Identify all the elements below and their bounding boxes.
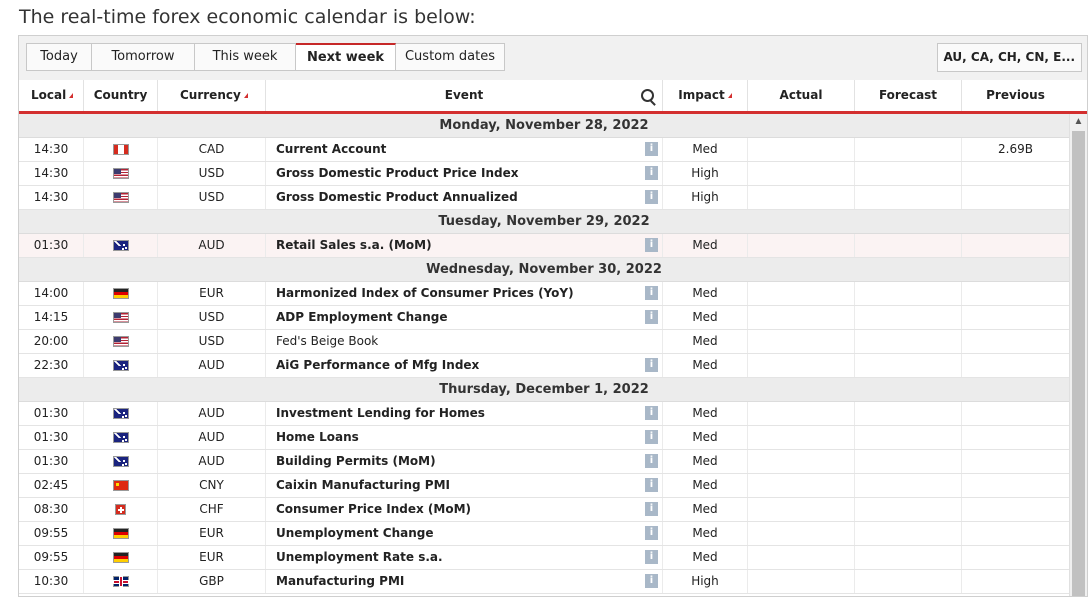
currency-cell: [158, 354, 266, 377]
currency-cell-text: EUR: [199, 526, 224, 540]
event-cell-text: Fed's Beige Book: [276, 334, 379, 348]
scroll-up-arrow-icon[interactable]: ▲: [1073, 116, 1084, 127]
flag-us-icon: [113, 192, 129, 203]
event-cell-text: Unemployment Rate s.a.: [276, 550, 443, 564]
impact-cell-text: High: [691, 190, 719, 204]
currency-cell-text: EUR: [199, 550, 224, 564]
impact-cell-text: Med: [692, 406, 718, 420]
page-heading: The real-time forex economic calendar is below:: [19, 6, 476, 28]
currency-cell-text: USD: [198, 310, 225, 324]
event-cell[interactable]: [266, 354, 663, 377]
time-cell-text: 01:30: [33, 454, 69, 468]
country-cell: [84, 306, 158, 329]
impact-cell: [663, 402, 748, 425]
flag-ch-icon: [115, 504, 126, 515]
currency-cell: [158, 138, 266, 161]
time-cell-text: 22:30: [33, 358, 69, 372]
actual-cell: [748, 474, 855, 497]
info-icon[interactable]: i: [645, 358, 658, 372]
flag-au-icon: [113, 456, 129, 467]
info-icon[interactable]: i: [645, 310, 658, 324]
forecast-cell: [855, 426, 962, 449]
currency-cell: [158, 474, 266, 497]
forecast-cell: [855, 402, 962, 425]
time-cell-text: 01:30: [33, 430, 69, 444]
actual-cell: [748, 138, 855, 161]
event-cell-text: Building Permits (MoM): [276, 454, 436, 468]
actual-cell: [748, 354, 855, 377]
table-row[interactable]: [19, 570, 1069, 594]
forecast-cell: [855, 474, 962, 497]
currency-cell-text: GBP: [199, 574, 224, 588]
calendar-rows: [19, 114, 1069, 594]
impact-cell-text: Med: [692, 142, 718, 156]
impact-cell: [663, 138, 748, 161]
table-row[interactable]: [19, 474, 1069, 498]
event-cell[interactable]: [266, 138, 663, 161]
time-cell: [19, 570, 84, 593]
currency-cell-text: USD: [198, 190, 225, 204]
column-header-currency-label: Currency: [180, 88, 241, 102]
table-row[interactable]: [19, 450, 1069, 474]
info-icon[interactable]: i: [645, 166, 658, 180]
flag-eu-icon: [113, 288, 129, 299]
time-cell-text: 20:00: [33, 334, 69, 348]
impact-cell-text: High: [691, 166, 719, 180]
info-icon[interactable]: i: [645, 526, 658, 540]
column-header-impact-label: Impact: [678, 88, 725, 102]
currency-cell: [158, 162, 266, 185]
info-icon[interactable]: i: [645, 406, 658, 420]
previous-cell: [962, 450, 1069, 473]
impact-cell-text: Med: [692, 286, 718, 300]
time-cell: [19, 402, 84, 425]
previous-cell: [962, 306, 1069, 329]
date-row: Tuesday, November 29, 2022: [19, 210, 1069, 234]
tab-tomorrow[interactable]: Tomorrow: [92, 43, 195, 71]
info-icon[interactable]: i: [645, 454, 658, 468]
column-header-country: Country: [84, 80, 158, 111]
impact-cell: [663, 498, 748, 521]
info-icon[interactable]: i: [645, 478, 658, 492]
currency-cell-text: USD: [198, 166, 225, 180]
previous-cell: [962, 522, 1069, 545]
previous-cell: [962, 354, 1069, 377]
event-cell-text: Caixin Manufacturing PMI: [276, 478, 450, 492]
currency-cell: [158, 186, 266, 209]
date-row: Wednesday, November 30, 2022: [19, 258, 1069, 282]
currency-cell: [158, 570, 266, 593]
flag-au-icon: [113, 408, 129, 419]
table-row[interactable]: [19, 546, 1069, 570]
table-row[interactable]: [19, 138, 1069, 162]
table-row[interactable]: [19, 522, 1069, 546]
country-cell: [84, 282, 158, 305]
time-cell: [19, 138, 84, 161]
table-row[interactable]: [19, 234, 1069, 258]
currency-cell-text: USD: [198, 334, 225, 348]
previous-cell: [962, 498, 1069, 521]
time-cell: [19, 330, 84, 353]
table-row[interactable]: [19, 426, 1069, 450]
event-cell-text: Current Account: [276, 142, 387, 156]
forecast-cell: [855, 546, 962, 569]
actual-cell: [748, 450, 855, 473]
table-row[interactable]: [19, 498, 1069, 522]
event-cell[interactable]: [266, 186, 663, 209]
previous-cell: [962, 234, 1069, 257]
event-cell-text: Harmonized Index of Consumer Prices (YoY): [276, 286, 574, 300]
tab-custom-dates[interactable]: Custom dates: [396, 43, 505, 71]
table-row[interactable]: [19, 306, 1069, 330]
forecast-cell: [855, 450, 962, 473]
forecast-cell: [855, 282, 962, 305]
currency-cell: [158, 498, 266, 521]
event-cell[interactable]: [266, 474, 663, 497]
flag-au-icon: [113, 360, 129, 371]
flag-eu-icon: [113, 528, 129, 539]
flag-au-icon: [113, 432, 129, 443]
event-cell[interactable]: [266, 330, 663, 353]
currency-cell: [158, 306, 266, 329]
event-cell[interactable]: [266, 522, 663, 545]
sort-arrow-icon: [244, 93, 248, 98]
forecast-cell: [855, 162, 962, 185]
time-cell: [19, 186, 84, 209]
actual-cell: [748, 186, 855, 209]
info-icon[interactable]: i: [645, 574, 658, 588]
impact-cell-text: Med: [692, 358, 718, 372]
previous-cell: [962, 330, 1069, 353]
event-cell[interactable]: [266, 234, 663, 257]
currency-cell-text: CNY: [199, 478, 224, 492]
currency-cell: [158, 402, 266, 425]
flag-eu-icon: [113, 552, 129, 563]
currency-cell-text: CHF: [199, 502, 224, 516]
forecast-cell: [855, 186, 962, 209]
info-icon[interactable]: i: [645, 502, 658, 516]
country-cell: [84, 450, 158, 473]
actual-cell: [748, 402, 855, 425]
time-cell-text: 14:15: [33, 310, 69, 324]
flag-cn-icon: [113, 480, 129, 491]
table-row[interactable]: [19, 186, 1069, 210]
time-cell-text: 01:30: [33, 406, 69, 420]
tab-next-week[interactable]: Next week: [296, 43, 396, 71]
table-row[interactable]: [19, 162, 1069, 186]
actual-cell: [748, 306, 855, 329]
actual-cell: [748, 426, 855, 449]
time-cell: [19, 234, 84, 257]
column-header-impact[interactable]: [663, 80, 748, 111]
info-icon[interactable]: i: [645, 142, 658, 156]
time-cell: [19, 522, 84, 545]
event-cell-text: Gross Domestic Product Annualized: [276, 190, 518, 204]
flag-ca-icon: [113, 144, 129, 155]
previous-cell: [962, 162, 1069, 185]
impact-cell-text: Med: [692, 334, 718, 348]
sort-arrow-icon: [69, 93, 73, 98]
currency-cell-text: AUD: [198, 238, 225, 252]
table-row[interactable]: [19, 354, 1069, 378]
impact-cell: [663, 186, 748, 209]
forecast-cell: [855, 570, 962, 593]
vertical-scrollbar[interactable]: [1069, 114, 1087, 596]
event-cell-text: Retail Sales s.a. (MoM): [276, 238, 432, 252]
table-header: [19, 80, 1087, 114]
impact-cell: [663, 522, 748, 545]
event-cell[interactable]: [266, 426, 663, 449]
column-header-actual: Actual: [748, 80, 855, 111]
column-header-previous: Previous: [986, 88, 1045, 102]
country-cell: [84, 546, 158, 569]
impact-cell: [663, 282, 748, 305]
currency-cell: [158, 234, 266, 257]
event-cell-text: AiG Performance of Mfg Index: [276, 358, 480, 372]
actual-cell: [748, 498, 855, 521]
info-icon[interactable]: i: [645, 550, 658, 564]
previous-cell: [962, 474, 1069, 497]
impact-cell: [663, 426, 748, 449]
event-cell-text: Unemployment Change: [276, 526, 434, 540]
impact-cell-text: Med: [692, 550, 718, 564]
previous-cell: [962, 426, 1069, 449]
currency-cell: [158, 522, 266, 545]
actual-cell: [748, 546, 855, 569]
table-row[interactable]: [19, 330, 1069, 354]
time-cell: [19, 450, 84, 473]
country-cell: [84, 402, 158, 425]
event-cell[interactable]: [266, 546, 663, 569]
currency-cell: [158, 426, 266, 449]
forecast-cell: [855, 498, 962, 521]
search-icon[interactable]: [641, 89, 654, 102]
country-cell: [84, 570, 158, 593]
time-cell-text: 01:30: [33, 238, 69, 252]
event-cell-text: ADP Employment Change: [276, 310, 448, 324]
impact-cell-text: Med: [692, 478, 718, 492]
time-cell: [19, 306, 84, 329]
previous-cell: [962, 282, 1069, 305]
currency-cell: [158, 450, 266, 473]
impact-cell: [663, 546, 748, 569]
country-cell: [84, 186, 158, 209]
impact-cell-text: Med: [692, 238, 718, 252]
previous-cell: [962, 570, 1069, 593]
impact-cell: [663, 450, 748, 473]
time-cell: [19, 282, 84, 305]
impact-cell-text: Med: [692, 502, 718, 516]
actual-cell: [748, 282, 855, 305]
flag-us-icon: [113, 312, 129, 323]
time-cell-text: 14:30: [33, 166, 69, 180]
impact-cell-text: Med: [692, 430, 718, 444]
country-cell: [84, 498, 158, 521]
country-cell: [84, 234, 158, 257]
date-row: Monday, November 28, 2022: [19, 114, 1069, 138]
forecast-cell: [855, 330, 962, 353]
country-cell: [84, 522, 158, 545]
period-tabs: [26, 43, 505, 71]
impact-cell: [663, 474, 748, 497]
scrollbar-thumb[interactable]: [1072, 131, 1085, 597]
info-icon[interactable]: i: [645, 190, 658, 204]
info-icon[interactable]: i: [645, 286, 658, 300]
country-cell: [84, 474, 158, 497]
event-cell[interactable]: [266, 498, 663, 521]
previous-cell: [962, 402, 1069, 425]
time-cell-text: 09:55: [33, 550, 69, 564]
event-cell-text: Manufacturing PMI: [276, 574, 405, 588]
column-header-local-label: Local: [31, 88, 67, 102]
currency-cell: [158, 330, 266, 353]
impact-cell-text: High: [691, 574, 719, 588]
table-row[interactable]: [19, 402, 1069, 426]
actual-cell: [748, 522, 855, 545]
time-cell-text: 14:30: [33, 142, 69, 156]
previous-cell: [962, 186, 1069, 209]
forecast-cell: [855, 234, 962, 257]
time-cell: [19, 162, 84, 185]
country-cell: [84, 354, 158, 377]
flag-au-icon: [113, 240, 129, 251]
event-cell-text: Gross Domestic Product Price Index: [276, 166, 519, 180]
previous-cell-text: 2.69B: [998, 142, 1033, 156]
table-row[interactable]: [19, 282, 1069, 306]
event-cell-text: Investment Lending for Homes: [276, 406, 485, 420]
column-header-currency[interactable]: [158, 80, 266, 111]
actual-cell: [748, 234, 855, 257]
time-cell: [19, 546, 84, 569]
flag-us-icon: [113, 336, 129, 347]
currency-cell-text: AUD: [198, 454, 225, 468]
currency-cell-text: AUD: [198, 358, 225, 372]
impact-cell: [663, 354, 748, 377]
country-cell: [84, 330, 158, 353]
tab-this-week[interactable]: This week: [195, 43, 296, 71]
previous-cell: [962, 138, 1069, 161]
time-cell-text: 10:30: [33, 574, 69, 588]
forecast-cell: [855, 138, 962, 161]
time-cell-text: 02:45: [33, 478, 69, 492]
column-header-event-label: Event: [444, 88, 484, 102]
currency-cell-text: CAD: [198, 142, 225, 156]
actual-cell: [748, 330, 855, 353]
impact-cell: [663, 330, 748, 353]
impact-cell: [663, 234, 748, 257]
impact-cell: [663, 570, 748, 593]
impact-cell-text: Med: [692, 454, 718, 468]
impact-cell-text: Med: [692, 310, 718, 324]
event-cell-text: Home Loans: [276, 430, 359, 444]
flag-gb-icon: [113, 576, 129, 587]
sort-arrow-icon: [728, 93, 732, 98]
country-cell: [84, 426, 158, 449]
column-header-forecast: Forecast: [855, 80, 962, 111]
actual-cell: [748, 162, 855, 185]
column-header-event[interactable]: [266, 80, 663, 111]
period-tab-bar: [19, 36, 1087, 81]
currency-cell: [158, 282, 266, 305]
impact-cell: [663, 306, 748, 329]
country-cell: [84, 138, 158, 161]
time-cell-text: 09:55: [33, 526, 69, 540]
tab-today[interactable]: Today: [26, 43, 92, 71]
event-cell[interactable]: [266, 306, 663, 329]
time-cell: [19, 498, 84, 521]
currency-cell: [158, 546, 266, 569]
time-cell: [19, 474, 84, 497]
forecast-cell: [855, 306, 962, 329]
currency-cell-text: AUD: [198, 430, 225, 444]
currency-cell-text: EUR: [199, 286, 224, 300]
column-header-local[interactable]: [19, 80, 84, 111]
time-cell-text: 14:00: [33, 286, 69, 300]
economic-calendar-widget: [18, 35, 1088, 597]
time-cell-text: 14:30: [33, 190, 69, 204]
event-cell-text: Consumer Price Index (MoM): [276, 502, 472, 516]
event-cell[interactable]: [266, 402, 663, 425]
event-cell[interactable]: [266, 570, 663, 593]
time-cell-text: 08:30: [33, 502, 69, 516]
currency-cell-text: AUD: [198, 406, 225, 420]
forecast-cell: [855, 354, 962, 377]
date-row: Thursday, December 1, 2022: [19, 378, 1069, 402]
event-cell[interactable]: [266, 282, 663, 305]
event-cell[interactable]: [266, 162, 663, 185]
time-cell: [19, 354, 84, 377]
country-filter-button[interactable]: AU, CA, CH, CN, E...: [937, 43, 1083, 72]
info-icon[interactable]: i: [645, 238, 658, 252]
event-cell[interactable]: [266, 450, 663, 473]
impact-cell-text: Med: [692, 526, 718, 540]
time-cell: [19, 426, 84, 449]
forecast-cell: [855, 522, 962, 545]
info-icon[interactable]: i: [645, 430, 658, 444]
flag-us-icon: [113, 168, 129, 179]
impact-cell: [663, 162, 748, 185]
actual-cell: [748, 570, 855, 593]
previous-cell: [962, 546, 1069, 569]
country-cell: [84, 162, 158, 185]
